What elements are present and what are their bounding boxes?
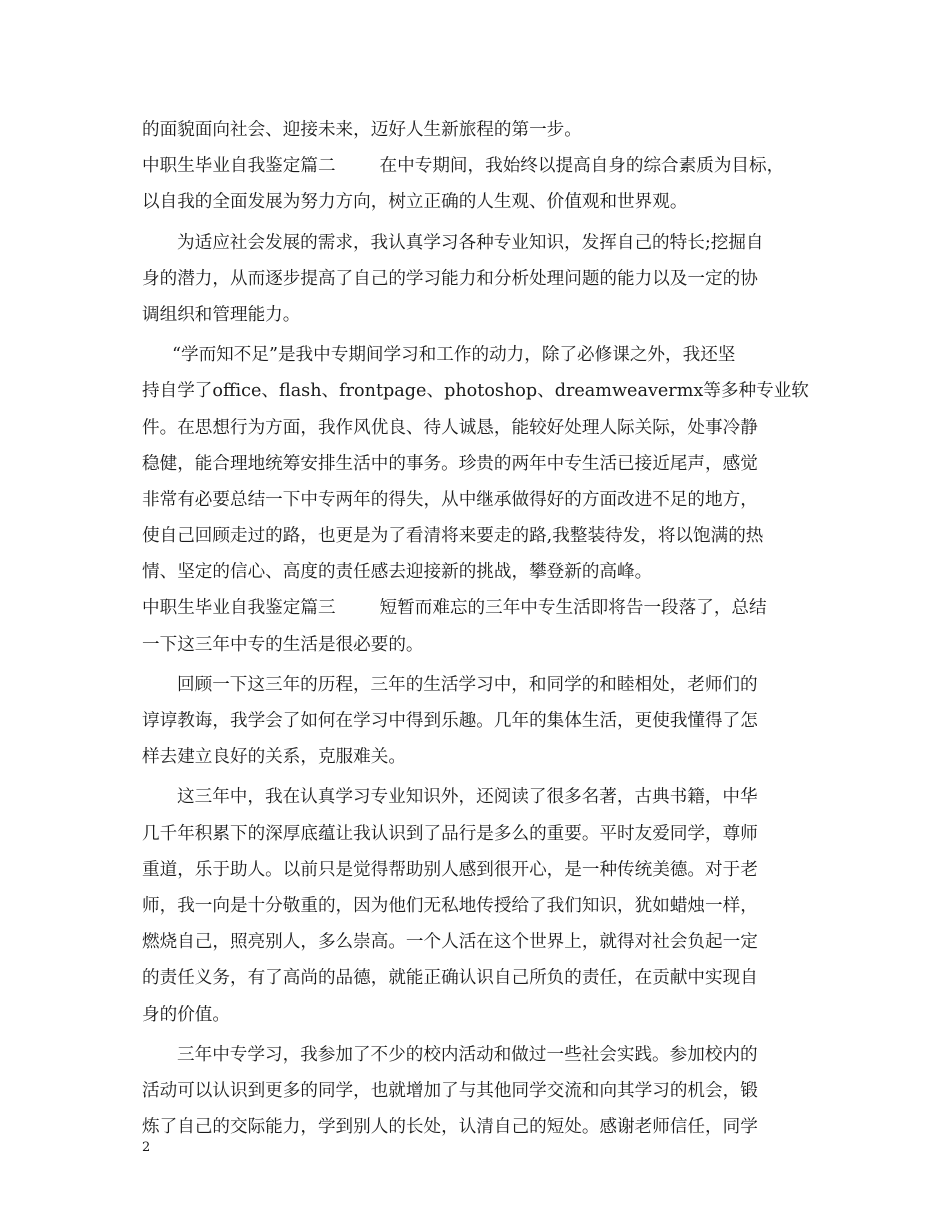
paragraph-line: 件。在思想行为方面，我作风优良、待人诚恳，能较好处理人际关际，处事冷静	[142, 417, 758, 438]
section-heading: 中职生毕业自我鉴定篇三	[142, 598, 336, 619]
paragraph-line: 为适应社会发展的需求，我认真学习各种专业知识，发挥自己的特长;挖掘自	[177, 232, 764, 253]
page-number: 2	[142, 1140, 151, 1155]
paragraph-line: 以自我的全面发展为努力方向，树立正确的人生观、价值观和世界观。	[142, 192, 688, 213]
paragraph-line: 重道，乐于助人。以前只是觉得帮助别人感到很开心，是一种传统美德。对于老	[142, 859, 758, 880]
paragraph-line: 一下这三年中专的生活是很必要的。	[142, 634, 424, 655]
paragraph-line: 活动可以认识到更多的同学，也就增加了与其他同学交流和向其学习的机会，锻	[142, 1080, 758, 1101]
paragraph-line: 样去建立良好的关系，克服难关。	[142, 747, 406, 768]
paragraph-line: 身的潜力，从而逐步提高了自己的学习能力和分析处理问题的能力以及一定的协	[142, 268, 758, 289]
section-heading-line	[142, 590, 810, 626]
paragraph-line: 燃烧自己，照亮别人，多么崇高。一个人活在这个世界上，就得对社会负起一定	[142, 932, 758, 953]
paragraph-line: 这三年中，我在认真学习专业知识外，还阅读了很多名著，古典书籍，中华	[177, 787, 758, 808]
paragraph-line: 非常有必要总结一下中专两年的得失，从中继承做得好的方面改进不足的地方，	[142, 489, 758, 510]
paragraph-line: 情、坚定的信心、高度的责任感去迎接新的挑战，攀登新的高峰。	[142, 562, 653, 583]
paragraph-line: 的责任义务，有了高尚的品德，就能正确认识自己所负的责任，在贡献中实现自	[142, 968, 758, 989]
paragraph-text: 短暂而难忘的三年中专生活即将告一段落了，总结	[379, 598, 767, 619]
paragraph-line: 的面貌面向社会、迎接未来，迈好人生新旅程的第一步。	[142, 120, 582, 140]
paragraph-text: 在中专期间，我始终以提高自身的综合素质为目标，	[379, 156, 785, 177]
paragraph-line: 使自己回顾走过的路，也更是为了看清将来要走的路,我整装待发，将以饱满的热	[142, 526, 764, 547]
paragraph-line: 回顾一下这三年的历程，三年的生活学习中，和同学的和睦相处，老师们的	[177, 674, 758, 695]
paragraph-line: “学而知不足”是我中专期间学习和工作的动力，除了必修课之外，我还坚	[172, 345, 736, 366]
paragraph-line: 谆谆教诲，我学会了如何在学习中得到乐趣。几年的集体生活，更使我懂得了怎	[142, 711, 758, 731]
paragraph-line: 持自学了office、flash、frontpage、photoshop、dreamweavermx等多种专业软	[142, 381, 809, 402]
section-heading-line	[142, 148, 810, 184]
paragraph-line: 身的价值。	[142, 1004, 230, 1025]
paragraph-line: 稳健，能合理地统筹安排生活中的事务。珍贵的两年中专生活已接近尾声，感觉	[142, 453, 758, 474]
paragraph-line: 三年中专学习，我参加了不少的校内活动和做过一些社会实践。参加校内的	[177, 1044, 758, 1065]
paragraph-line: 炼了自己的交际能力，学到别人的长处，认清自己的短处。感谢老师信任，同学	[142, 1117, 758, 1138]
document-body	[142, 112, 810, 1145]
paragraph-line: 几千年积累下的深厚底蕴让我认识到了品行是多么的重要。平时友爱同学，尊师	[142, 823, 758, 844]
paragraph-line: 调组织和管理能力。	[142, 304, 301, 325]
section-heading: 中职生毕业自我鉴定篇二	[142, 156, 336, 177]
paragraph-line: 师，我一向是十分敬重的，因为他们无私地传授给了我们知识，犹如蜡烛一样，	[142, 895, 758, 916]
